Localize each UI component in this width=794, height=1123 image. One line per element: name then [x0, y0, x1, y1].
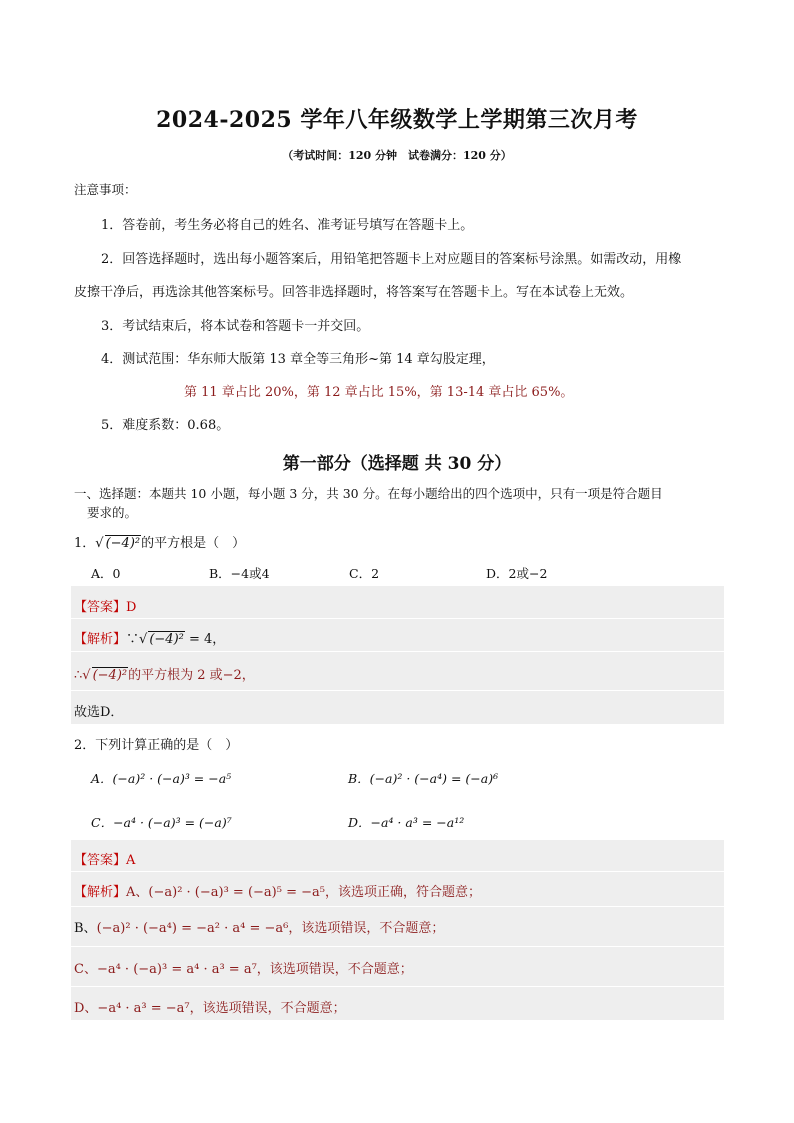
note-item-3: 3．考试结束后，将本试卷和答题卡一并交回。 [101, 319, 370, 334]
note-item-4-line-2: 第 11 章占比 20%，第 12 章占比 15%，第 13-14 章占比 65%。 [184, 385, 574, 400]
note-item-1: 1．答卷前，考生务必将自己的姓名、准考证号填写在答题卡上。 [101, 218, 474, 233]
question-2-analysis-b [74, 917, 444, 936]
question-2-option-a: A．(−a)² · (−a)³ = −a⁵ [91, 771, 232, 786]
question-2-option-d: D．−a⁴ · a³ = −a¹² [348, 815, 465, 830]
question-1-analysis-line-3: 故选D． [74, 705, 124, 720]
analysis-radicand: (−4)² [149, 632, 184, 647]
question-1-stem-tail: 的平方根是（ ） [141, 536, 246, 551]
analysis-radicand: (−4)² [92, 668, 128, 683]
section-intro-line-2: 要求的。 [87, 505, 138, 520]
answer-label: 【答案】 [74, 600, 127, 615]
note-item-5: 5．难度系数：0.68。 [101, 418, 230, 433]
divider [71, 986, 724, 987]
divider [71, 618, 724, 619]
question-2-analysis-d: D、−a⁴ · a³ = −a⁷，该选项错误，不合题意； [74, 1001, 346, 1016]
question-1-analysis-line-1 [74, 628, 225, 647]
question-2-answer [74, 849, 135, 868]
question-1-option-d: D．2或−2 [486, 566, 548, 581]
analysis-result: = 4， [184, 632, 226, 647]
note-item-2-line-1: 2．回答选择题时，选出每小题答案后，用铅笔把答题卡上对应题目的答案标号涂黑。如需改动，用橡 [101, 252, 682, 267]
question-2-option-c: C．−a⁴ · (−a)³ = (−a)⁷ [91, 815, 232, 830]
question-1-analysis-line-2 [74, 664, 255, 683]
notes-heading: 注意事项： [74, 182, 137, 197]
question-2-analysis-a [74, 881, 481, 900]
analysis-option-b-prefix: B、 [74, 921, 97, 936]
question-1-number: 1． [74, 536, 96, 551]
question-1-radicand: (−4)² [105, 536, 141, 551]
answer-label: 【答案】 [74, 853, 127, 868]
question-2-stem: 2．下列计算正确的是（ ） [74, 738, 239, 753]
section-title: 第一部分（选择题 共 30 分） [282, 454, 512, 474]
analysis-label: 【解析】 [74, 632, 127, 647]
divider [71, 871, 724, 872]
question-1-option-b: B．−4或4 [209, 566, 270, 581]
question-1-answer-box [71, 586, 724, 724]
sqrt-sign: √ [95, 536, 104, 551]
therefore-symbol: ∴ [74, 668, 83, 683]
question-2-option-b: B．(−a)² · (−a⁴) = (−a)⁶ [348, 771, 499, 786]
analysis-result: 的平方根为 2 或−2， [128, 668, 255, 683]
question-1-answer [74, 596, 136, 615]
analysis-option-b: (−a)² · (−a⁴) = −a² · a⁴ = −a⁶，该选项错误，不合题意； [96, 921, 445, 936]
divider [71, 946, 724, 947]
divider [71, 651, 724, 652]
sqrt-sign: √ [82, 668, 91, 683]
question-1-stem [74, 532, 245, 551]
note-item-2-line-2: 皮擦干净后，再选涂其他答案标号。回答非选择题时，将答案写在答题卡上。写在本试卷上无效。 [74, 285, 634, 300]
section-intro-line-1: 一、选择题：本题共 10 小题，每小题 3 分，共 30 分。在每小题给出的四个选项中，只有一项是符合题目 [74, 486, 663, 501]
question-1-option-c: C．2 [349, 566, 380, 581]
sqrt-sign: √ [139, 632, 148, 647]
answer-value: D [126, 600, 137, 615]
exam-info: （考试时间：120 分钟 试卷满分：120 分） [282, 149, 512, 162]
page-title: 2024-2025 学年八年级数学上学期第三次月考 [156, 107, 638, 133]
answer-value: A [126, 853, 136, 868]
analysis-option-a: A、(−a)² · (−a)³ = (−a)⁵ = −a⁵，该选项正确，符合题意； [126, 885, 481, 900]
question-2-analysis-c: C、−a⁴ · (−a)³ = a⁴ · a³ = a⁷，该选项错误，不合题意； [74, 962, 413, 977]
analysis-label: 【解析】 [74, 885, 127, 900]
question-1-option-a: A．0 [91, 566, 121, 581]
because-symbol: ∵ [126, 632, 140, 647]
divider [71, 906, 724, 907]
note-item-4-line-1: 4．测试范围：华东师大版第 13 章全等三角形~第 14 章勾股定理， [101, 352, 495, 367]
divider [71, 690, 724, 691]
